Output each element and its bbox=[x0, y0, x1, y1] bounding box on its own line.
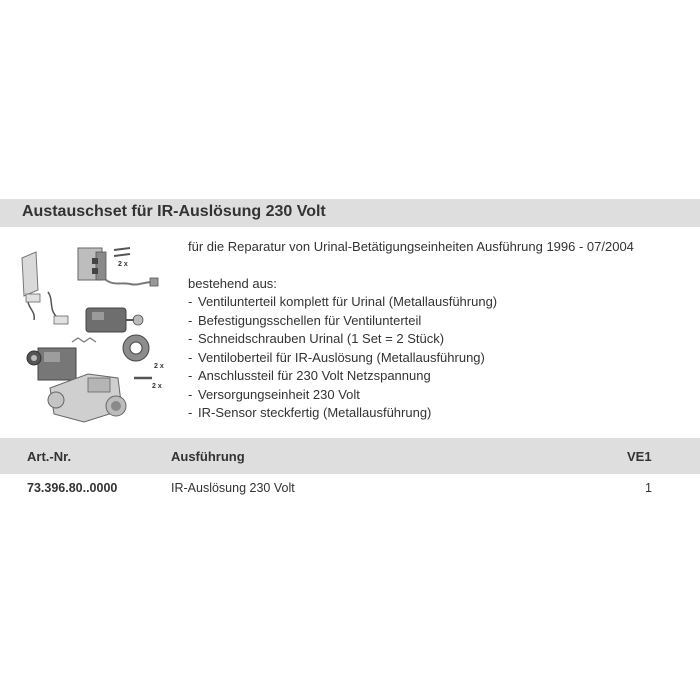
table-row bbox=[0, 474, 700, 502]
cell-ve: 1 bbox=[645, 481, 652, 495]
parts-list-item: - Schneidschrauben Urinal (1 Set = 2 Stück) bbox=[188, 331, 445, 346]
parts-list-item: - Ventilunterteil komplett für Urinal (Metallausführung) bbox=[188, 294, 498, 309]
description bbox=[188, 238, 688, 423]
parts-list bbox=[188, 293, 688, 423]
description-intro: für die Reparatur von Urinal-Betätigungseinheiten Ausführung 1996 - 07/2004 bbox=[188, 239, 634, 254]
parts-list-item: - IR-Sensor steckfertig (Metallausführung) bbox=[188, 405, 432, 420]
parts-list-item: - Befestigungsschellen für Ventilunterteil bbox=[188, 312, 422, 328]
qty-label-screws-mid: 2 x bbox=[152, 383, 162, 390]
page-title: Austauschset für IR-Auslösung 230 Volt bbox=[22, 203, 326, 220]
cell-ausfuehrung: IR-Auslösung 230 Volt bbox=[171, 481, 295, 495]
column-header-ausfuehrung: Ausführung bbox=[171, 449, 245, 464]
description-consists-of: bestehend aus: bbox=[188, 275, 277, 291]
qty-label-screws-top: 2 x bbox=[118, 261, 128, 268]
parts-list-item: - Anschlussteil für 230 Volt Netzspannung bbox=[188, 368, 431, 383]
product-illustration bbox=[18, 238, 168, 430]
parts-list-item: - Ventiloberteil für IR-Auslösung (Metallausführung) bbox=[188, 349, 485, 365]
replacement-parts-image bbox=[18, 238, 168, 430]
column-header-art-nr: Art.-Nr. bbox=[27, 449, 72, 464]
column-header-ve: VE1 bbox=[627, 449, 652, 464]
title-bar bbox=[0, 199, 700, 227]
qty-label-clamps: 2 x bbox=[154, 363, 164, 370]
cell-art-nr: 73.396.80..0000 bbox=[27, 481, 118, 495]
parts-list-item: - Versorgungseinheit 230 Volt bbox=[188, 386, 360, 402]
table-header bbox=[0, 438, 700, 474]
